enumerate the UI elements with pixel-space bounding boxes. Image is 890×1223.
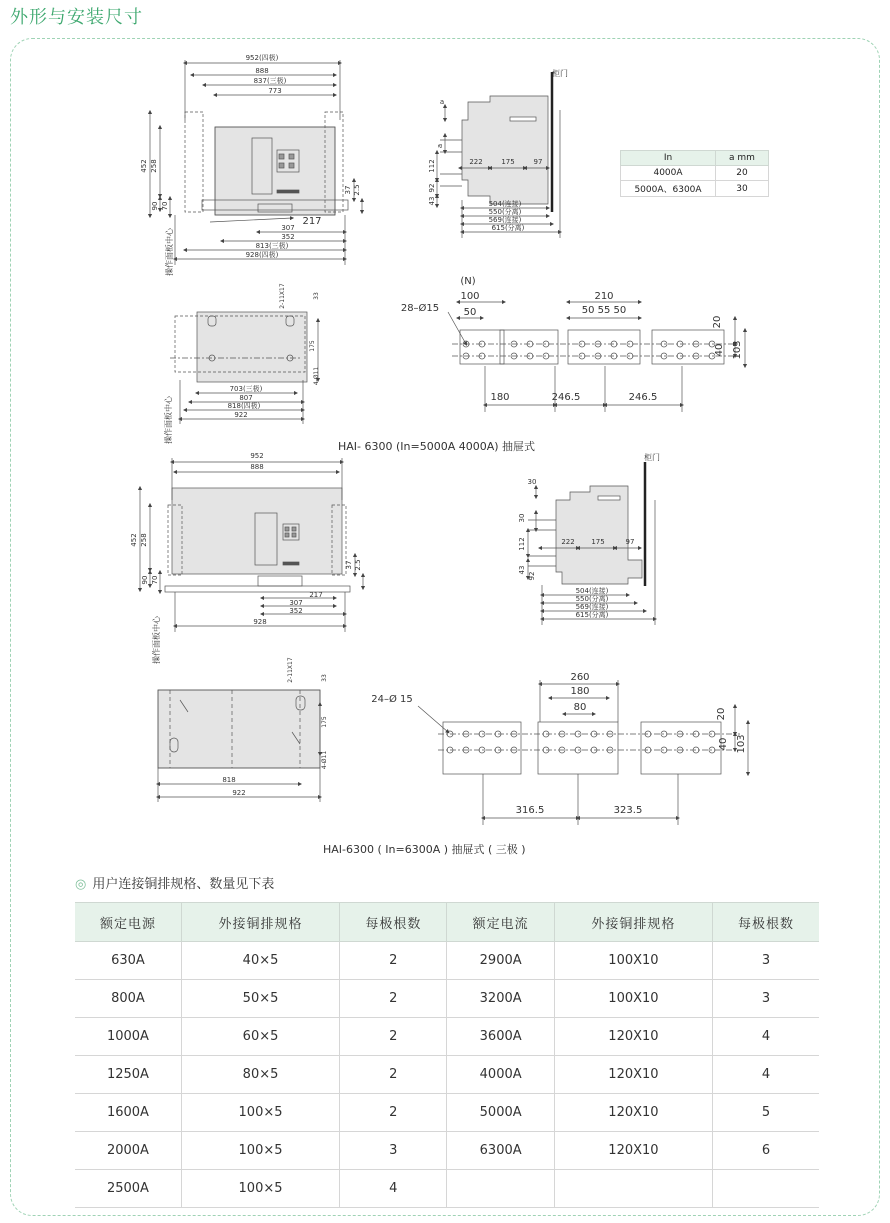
dim-label: 40	[714, 343, 725, 357]
dim-label: 316.5	[515, 805, 545, 816]
dim-label: 30	[527, 478, 537, 486]
table-cell: 4	[713, 1056, 819, 1094]
dim-label: 550(分离)	[488, 208, 522, 216]
table-row	[75, 942, 819, 980]
dim-label: 217	[309, 591, 323, 599]
dim-label: 37	[344, 185, 352, 195]
table-cell: 120X10	[554, 1056, 712, 1094]
dim-label: 569(连接)	[488, 216, 522, 224]
panel-center-label: 操作面板中心	[165, 228, 174, 276]
dim-label: 323.5	[613, 805, 643, 816]
table-cell: 1000A	[75, 1018, 181, 1056]
front-view-1	[150, 60, 362, 265]
dim-label: 97	[533, 158, 543, 166]
dim-label: 20	[712, 315, 723, 329]
dim-label: 615(分离)	[491, 224, 525, 232]
dim-label: 352	[289, 607, 303, 615]
table-cell: 100×5	[181, 1094, 339, 1132]
table-cell: 40×5	[181, 942, 339, 980]
table-cell: 2900A	[447, 942, 554, 980]
table-cell: 60×5	[181, 1018, 339, 1056]
table-header-row	[75, 903, 819, 942]
cabinet-door-label: 柜门	[552, 69, 568, 78]
cabinet-door-label: 柜门	[644, 453, 660, 462]
table-row	[75, 1132, 819, 1170]
dim-label: 90	[141, 575, 149, 585]
dim-label: 258	[140, 533, 148, 547]
table-cell: 630A	[75, 942, 181, 980]
dim-label: 888	[255, 67, 269, 75]
dim-label: 504(连接)	[575, 587, 609, 595]
busbar-spec-table	[75, 902, 819, 1208]
table-cell: 100X10	[554, 942, 712, 980]
table-cell	[713, 1170, 819, 1208]
dim-label: 452	[130, 533, 138, 547]
dim-label: 2-11X17	[279, 283, 286, 309]
mini-cell: 30	[716, 181, 769, 197]
dim-label: 928(四极)	[245, 251, 279, 259]
dim-label: 180	[490, 392, 510, 403]
dim-label: 818	[222, 776, 236, 784]
dim-label: 175	[309, 340, 316, 352]
table-cell: 120X10	[554, 1132, 712, 1170]
bullet-icon: ◎	[75, 877, 87, 892]
table-cell: 3600A	[447, 1018, 554, 1056]
dim-label: 703(三极)	[229, 385, 263, 393]
table-cell: 3	[340, 1132, 447, 1170]
table-cell: 2500A	[75, 1170, 181, 1208]
dim-label: 80	[573, 702, 587, 713]
column-header: 外接铜排规格	[181, 903, 339, 942]
column-header: 每极根数	[340, 903, 447, 942]
table-cell: 6300A	[447, 1132, 554, 1170]
dim-label: 952	[250, 452, 264, 460]
dim-label: 175	[321, 716, 328, 728]
dim-label: 4-Ø11	[313, 366, 320, 386]
table-cell: 2000A	[75, 1132, 181, 1170]
dim-label: 70	[151, 575, 159, 585]
table-row	[75, 1018, 819, 1056]
drawing-caption-2: HAI-6300 ( In=6300A ) 抽屉式 ( 三极 )	[323, 843, 526, 856]
dim-label: 175	[591, 538, 605, 546]
dim-label: 246.5	[551, 392, 581, 403]
table-cell: 3200A	[447, 980, 554, 1018]
dim-label: 246.5	[628, 392, 658, 403]
table-cell	[447, 1170, 554, 1208]
dim-label: 92	[428, 183, 436, 193]
dim-label: 4-Ø11	[321, 750, 328, 770]
table-cell: 5	[713, 1094, 819, 1132]
dim-label: 773	[268, 87, 282, 95]
dim-label: 175	[501, 158, 515, 166]
dim-label: 103	[732, 340, 743, 360]
table-cell: 4	[713, 1018, 819, 1056]
table-cell: 2	[340, 1018, 447, 1056]
table-cell: 120X10	[554, 1094, 712, 1132]
dim-label: 452	[140, 159, 148, 173]
section-heading-text: 用户连接铜排规格、数量见下表	[92, 877, 275, 892]
dim-label: 837(三极)	[253, 77, 287, 85]
mini-cell: 20	[716, 166, 769, 181]
dim-label: 222	[469, 158, 483, 166]
dim-label: 928	[253, 618, 267, 626]
table-cell: 800A	[75, 980, 181, 1018]
dim-label: 92	[528, 571, 536, 581]
dim-label: 103	[736, 734, 747, 754]
dim-label: 40	[718, 737, 729, 751]
page-title: 外形与安装尺寸	[10, 7, 143, 28]
mini-header: a mm	[716, 151, 769, 166]
table-cell: 100X10	[554, 980, 712, 1018]
hole-count-label: 28–Ø15	[400, 303, 440, 314]
dim-label: (N)	[460, 276, 476, 287]
dim-label: 260	[570, 672, 590, 683]
hole-count-label: 24–Ø 15	[371, 694, 413, 705]
table-cell: 50×5	[181, 980, 339, 1018]
dim-label: 2.5	[353, 184, 361, 196]
dim-label: 112	[428, 159, 436, 173]
dim-label: 217	[302, 216, 322, 227]
panel-center-label: 操作面板中心	[164, 396, 173, 444]
dim-label: 33	[321, 674, 328, 682]
table-cell: 120X10	[554, 1018, 712, 1056]
table-row	[75, 1170, 819, 1208]
mini-cell: 5000A、6300A	[621, 181, 716, 197]
dim-label: 888	[250, 463, 264, 471]
dim-label: a	[439, 98, 445, 106]
dim-label: 258	[150, 159, 158, 173]
dim-label: 569(连接)	[575, 603, 609, 611]
dim-label: 37	[345, 560, 353, 570]
table-cell: 1250A	[75, 1056, 181, 1094]
dim-label: 50 55 50	[581, 305, 627, 316]
table-cell: 2	[340, 1056, 447, 1094]
dim-label: 807	[239, 394, 253, 402]
column-header: 额定电源	[75, 903, 181, 942]
dim-label: 222	[561, 538, 575, 546]
dim-label: 615(分离)	[575, 611, 609, 619]
dim-label: 180	[570, 686, 590, 697]
section-heading	[75, 873, 274, 892]
dim-label: 2.5	[354, 559, 362, 571]
table-row	[75, 1056, 819, 1094]
dim-label: 352	[281, 233, 295, 241]
dim-label: 20	[716, 707, 727, 721]
dim-label: 952(四极)	[245, 54, 279, 62]
dim-label: 70	[161, 201, 169, 211]
column-header: 外接铜排规格	[554, 903, 712, 942]
drawing-caption-1: HAI- 6300 (In=5000A 4000A) 抽屉式	[338, 440, 536, 453]
dim-label: 97	[625, 538, 635, 546]
table-cell: 80×5	[181, 1056, 339, 1094]
dim-label: 112	[518, 537, 526, 551]
dim-label: 922	[232, 789, 246, 797]
a-dimension-table	[620, 150, 769, 197]
dim-label: 43	[428, 196, 436, 206]
dim-label: 33	[313, 292, 320, 300]
dim-label: 813(三极)	[255, 242, 289, 250]
panel-cutout-2	[158, 690, 320, 802]
dim-label: 922	[234, 411, 248, 419]
table-cell: 1600A	[75, 1094, 181, 1132]
dim-label: 504(连接)	[488, 200, 522, 208]
table-cell: 100×5	[181, 1170, 339, 1208]
table-cell: 3	[713, 980, 819, 1018]
dim-label: 90	[151, 201, 159, 211]
dim-label: 50	[463, 307, 477, 318]
table-cell: 5000A	[447, 1094, 554, 1132]
panel-center-label: 操作面板中心	[152, 616, 161, 664]
dim-label: 43	[518, 565, 526, 575]
table-cell: 6	[713, 1132, 819, 1170]
table-cell: 2	[340, 980, 447, 1018]
column-header: 额定电流	[447, 903, 554, 942]
table-cell: 4000A	[447, 1056, 554, 1094]
dim-label: 307	[281, 224, 295, 232]
dim-label: 307	[289, 599, 303, 607]
dim-label: 210	[594, 291, 614, 302]
table-cell: 4	[340, 1170, 447, 1208]
dim-label: a	[436, 143, 444, 149]
mini-header: In	[621, 151, 716, 166]
table-cell: 100×5	[181, 1132, 339, 1170]
dim-label: 818(四极)	[227, 402, 261, 410]
dim-label: 550(分离)	[575, 595, 609, 603]
table-cell: 2	[340, 1094, 447, 1132]
dim-label: 30	[518, 513, 526, 523]
table-row	[75, 980, 819, 1018]
table-cell: 2	[340, 942, 447, 980]
table-cell: 3	[713, 942, 819, 980]
front-view-2	[140, 458, 363, 632]
table-cell	[554, 1170, 712, 1208]
column-header: 每极根数	[713, 903, 819, 942]
table-row	[75, 1094, 819, 1132]
dim-label: 100	[460, 291, 480, 302]
mini-cell: 4000A	[621, 166, 716, 181]
dim-label: 2-11X17	[287, 657, 294, 683]
